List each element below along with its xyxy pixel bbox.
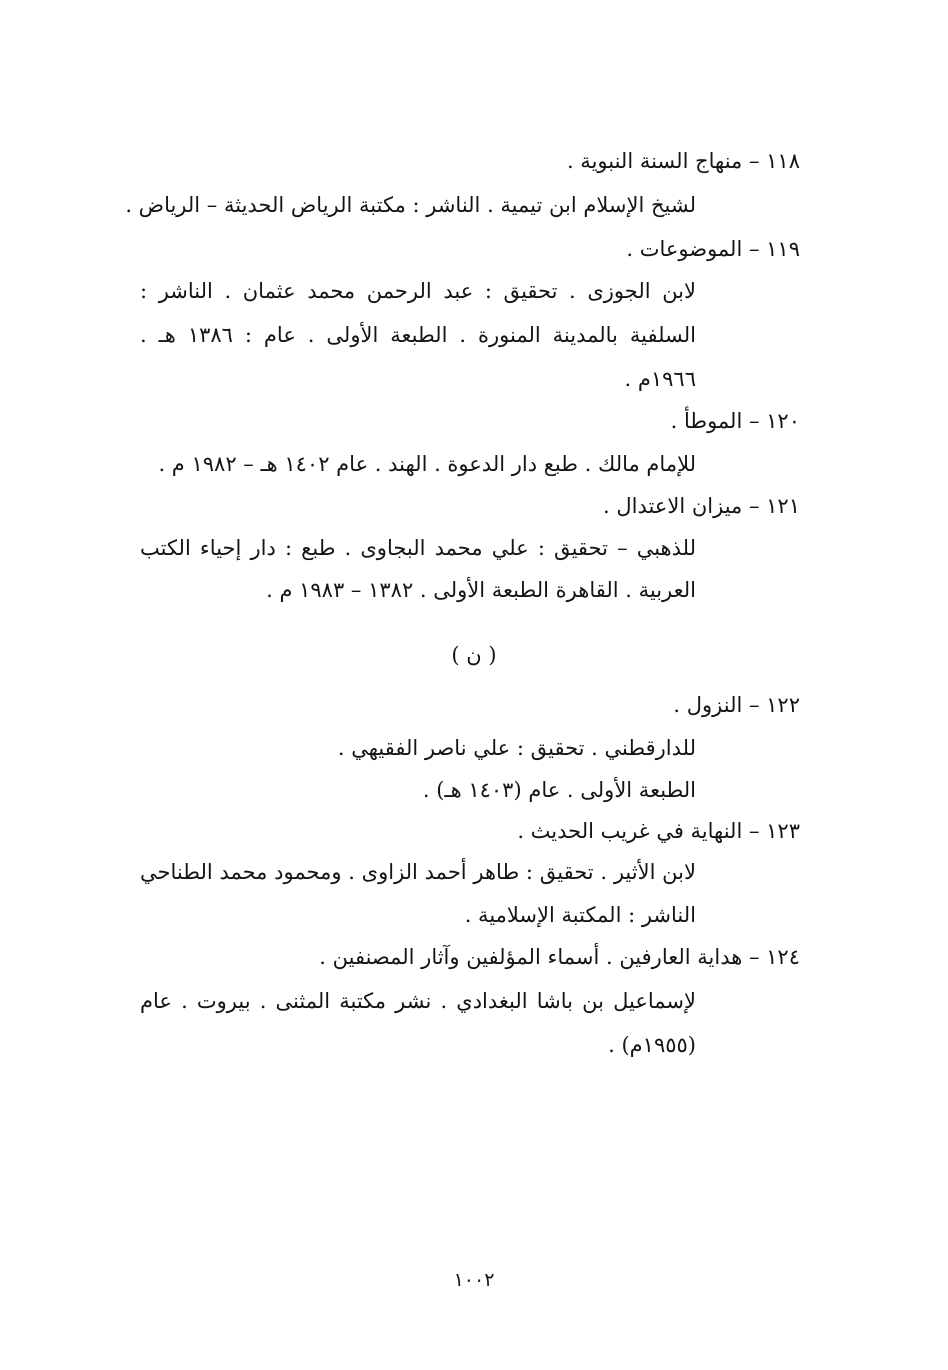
entry-line: لابن الأثير . تحقيق : طاهر أحمد الزاوى . ومحمود محمد الطناحي [140, 860, 696, 884]
entry-heading: ١٢٠ – الموطأ . [670, 409, 800, 433]
entry-heading: ١٢٤ – هداية العارفين . أسماء المؤلفين وآثار المصنفين . [319, 945, 800, 969]
entry-line: ١٩٦٦م . [624, 367, 696, 391]
entry-line: للدارقطني . تحقيق : علي ناصر الفقيهي . [337, 736, 696, 760]
section-letter: ( ن ) [451, 643, 497, 667]
entry-heading: ١١٩ – الموضوعات . [626, 237, 800, 261]
entry-line: الطبعة الأولى . عام (١٤٠٣ هـ) . [422, 778, 696, 802]
entry-line: للذهبي – تحقيق : علي محمد البجاوى . طبع : دار إحياء الكتب [140, 536, 696, 560]
page-number: ١٠٠٢ [453, 1269, 495, 1291]
entry-line: (١٩٥٥م) . [608, 1033, 696, 1057]
entry-line: للإمام مالك . طبع دار الدعوة . الهند . عام ١٤٠٢ هـ – ١٩٨٢ م . [158, 452, 696, 476]
entry-line: السلفية بالمدينة المنورة . الطبعة الأولى . عام : ١٣٨٦ هـ . [140, 323, 696, 347]
entry-line: لابن الجوزى . تحقيق : عبد الرحمن محمد عثمان . الناشر : [140, 279, 696, 303]
entry-line: العربية . القاهرة الطبعة الأولى . ١٣٨٢ – ١٩٨٣ م . [266, 578, 696, 602]
entry-line: الناشر : المكتبة الإسلامية . [464, 903, 696, 927]
entry-line: لإسماعيل بن باشا البغدادي . نشر مكتبة المثنى . بيروت . عام [140, 989, 696, 1013]
entry-heading: ١٢١ – ميزان الاعتدال . [603, 494, 800, 518]
entry-heading: ١٢٣ – النهاية في غريب الحديث . [517, 819, 800, 843]
entry-heading: ١١٨ – منهاج السنة النبوية . [566, 149, 800, 173]
entry-heading: ١٢٢ – النزول . [673, 693, 800, 717]
entry-line: لشيخ الإسلام ابن تيمية . الناشر : مكتبة الرياض الحديثة – الرياض . [125, 193, 696, 217]
